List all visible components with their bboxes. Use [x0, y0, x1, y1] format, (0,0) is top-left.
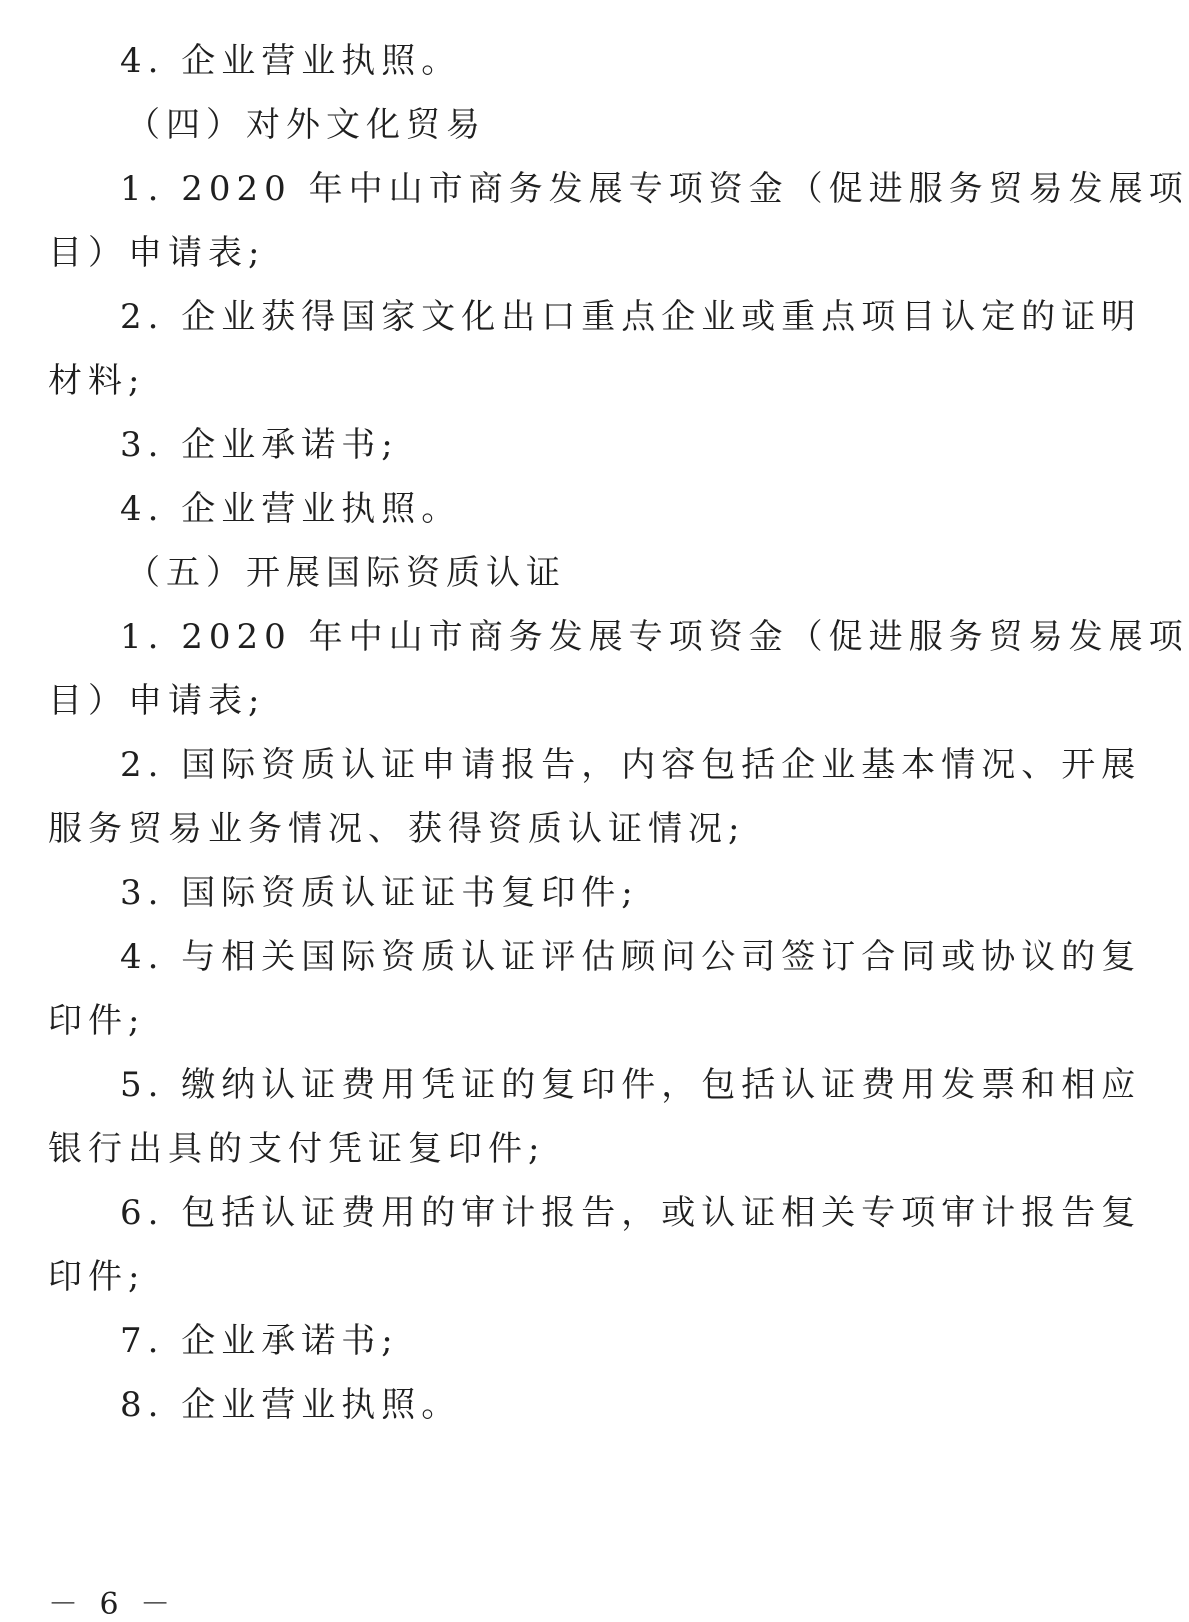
list-item-continuation: 目）申请表; — [48, 681, 266, 721]
list-item: 3. 企业承诺书; — [120, 425, 399, 465]
list-item-continuation: 目）申请表; — [48, 233, 266, 273]
list-item-continuation: 印件; — [48, 1001, 146, 1041]
list-item: 6. 包括认证费用的审计报告，或认证相关专项审计报告复 — [120, 1193, 1142, 1233]
list-item: 4. 企业营业执照。 — [120, 489, 462, 529]
list-item: 2. 企业获得国家文化出口重点企业或重点项目认定的证明 — [120, 297, 1142, 337]
list-item: 2. 国际资质认证申请报告，内容包括企业基本情况、开展 — [120, 745, 1142, 785]
list-item-continuation: 服务贸易业务情况、获得资质认证情况; — [48, 809, 746, 849]
list-item: 5. 缴纳认证费用凭证的复印件，包括认证费用发票和相应 — [120, 1065, 1142, 1105]
section-heading: （五）开展国际资质认证 — [126, 553, 566, 593]
page-number: － 6 － — [48, 1587, 177, 1622]
list-item-continuation: 印件; — [48, 1257, 146, 1297]
list-item: 4. 与相关国际资质认证评估顾问公司签订合同或协议的复 — [120, 937, 1142, 977]
list-item: 1. 2020 年中山市商务发展专项资金（促进服务贸易发展项 — [120, 169, 1189, 209]
list-item-continuation: 银行出具的支付凭证复印件; — [48, 1129, 546, 1169]
list-item: 8. 企业营业执照。 — [120, 1385, 462, 1425]
list-item-continuation: 材料; — [48, 361, 146, 401]
section-heading: （四）对外文化贸易 — [126, 105, 486, 145]
list-item: 7. 企业承诺书; — [120, 1321, 399, 1361]
list-item: 3. 国际资质认证证书复印件; — [120, 873, 639, 913]
list-item: 1. 2020 年中山市商务发展专项资金（促进服务贸易发展项 — [120, 617, 1189, 657]
list-item: 4. 企业营业执照。 — [120, 41, 462, 81]
